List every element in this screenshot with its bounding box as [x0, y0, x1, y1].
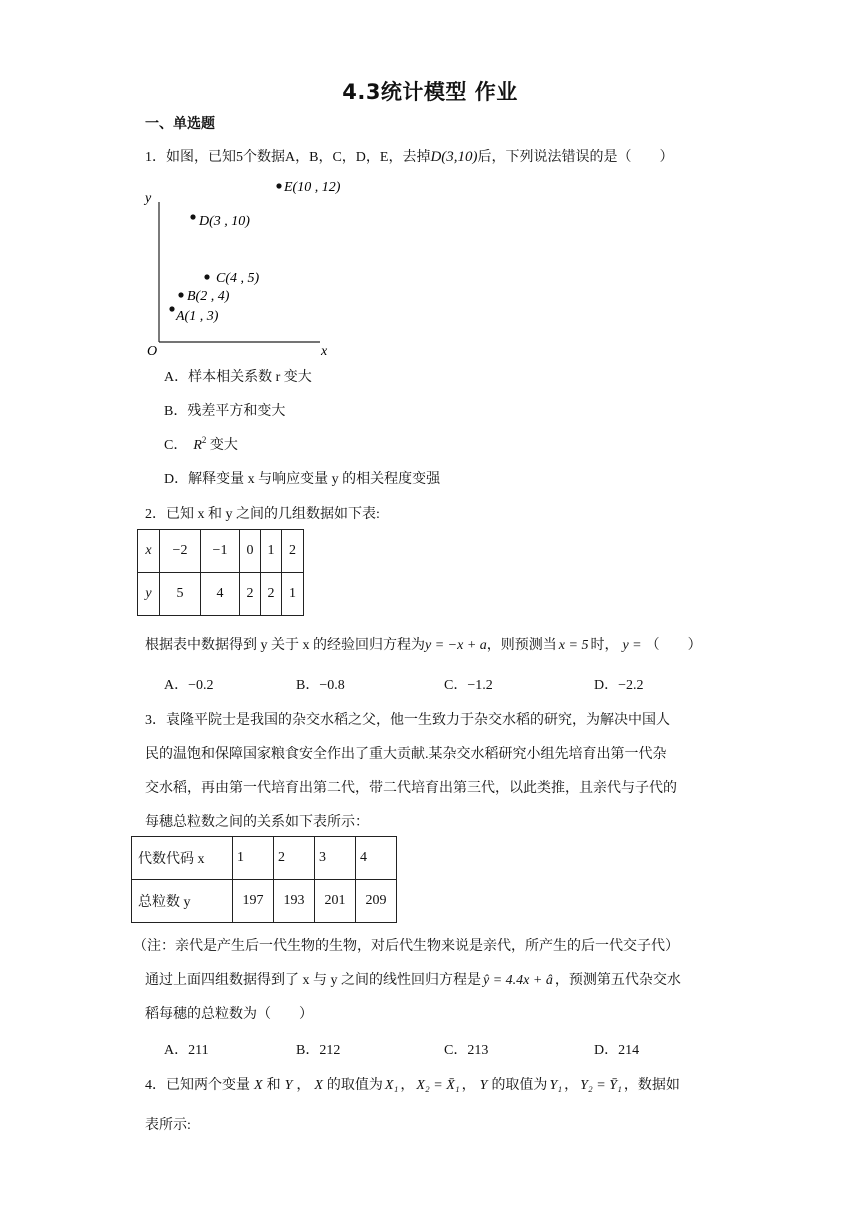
q3-data-table — [131, 836, 397, 923]
point-a — [169, 306, 174, 311]
point-b-label: B(2 , 4) — [187, 289, 230, 304]
page-title: 4.3统计模型 作业 — [342, 80, 518, 104]
point-b — [178, 292, 183, 297]
q2-option-c: C．−1.2 — [444, 678, 493, 693]
q4-line-1: 4．已知两个变量 X 和 Y ， X 的取值为 X₁ ， X₂ = X̄₁ ， Y 的取值为 Y₁ ， Y₂ = Ȳ₁ ，数据如 — [145, 1078, 680, 1093]
q3-line-3: 交水稻，再由第一代培育出第二代，带二代培育出第三代，以此类推，且亲代与子代的 — [145, 781, 677, 796]
q2-option-a: A．−0.2 — [164, 678, 214, 693]
point-c-label: C(4 , 5) — [216, 271, 260, 286]
y-axis-label: y — [145, 191, 152, 206]
point-e — [276, 183, 281, 188]
q1-stem: 1．如图，已知5个数据A，B，C，D，E，去掉D(3,10)后，下列说法错误的是（ ） — [145, 149, 674, 165]
origin-label: O — [147, 344, 158, 359]
q3-option-a: A．211 — [164, 1043, 209, 1058]
point-d-label: D(3 , 10) — [199, 214, 250, 229]
q2-regression-line: 根据表中数据得到 y 关于 x 的经验回归方程为y = −x + a，则预测当 x = 5 时， y = （ ） — [145, 638, 702, 653]
point-a-label: A(1 , 3) — [176, 309, 219, 324]
x-axis-label: x — [321, 344, 328, 359]
q1-scatter-figure — [140, 172, 340, 362]
q1-option-b: B．残差平方和变大 — [164, 404, 286, 419]
q3-option-c: C．213 — [444, 1043, 489, 1058]
q3-regression-line: 通过上面四组数据得到了 x 与 y 之间的线性回归方程是 ŷ = 4.4x + â ，预测第五代杂交水 — [145, 973, 681, 988]
q2-row-x: x −2 −1 0 1 2 — [138, 530, 304, 573]
point-d — [190, 214, 195, 219]
q4-line-2: 表所示: — [145, 1118, 191, 1133]
q1-option-d: D．解释变量 x 与响应变量 y 的相关程度变强 — [164, 472, 441, 487]
section-heading: 一、单选题 — [145, 116, 215, 132]
q3-note: （注：亲代是产生后一代生物的生物，对后代生物来说是亲代，所产生的后一代交子代） — [133, 939, 679, 954]
q3-line-4: 每穗总粒数之间的关系如下表所示： — [145, 815, 369, 830]
point-c — [204, 274, 209, 279]
q1-option-a: A．样本相关系数 r 变大 — [164, 370, 312, 385]
q2-option-d: D．−2.2 — [594, 678, 644, 693]
point-e-label: E(10 , 12) — [284, 180, 340, 195]
q2-data-table — [137, 529, 304, 616]
q3-row-grains: 总粒数 y 197 193 201 209 — [132, 880, 397, 923]
q2-row-y: y 5 4 2 2 1 — [138, 573, 304, 616]
q3-option-b: B．212 — [296, 1043, 341, 1058]
q1-option-c: C． $R^2$ 变大 — [164, 435, 238, 453]
q3-line-2: 民的温饱和保障国家粮食安全作出了重大贡献.某杂交水稻研究小组先培育出第一代杂 — [145, 747, 667, 762]
q3-option-d: D．214 — [594, 1043, 640, 1058]
q3-row-generation: 代数代码 x 1 2 3 4 — [132, 837, 397, 880]
q2-stem: 2．已知 x 和 y 之间的几组数据如下表: — [145, 507, 380, 522]
q3-question-end: 稻每穗的总粒数为（ ） — [145, 1007, 313, 1022]
q2-option-b: B．−0.8 — [296, 678, 345, 693]
q3-line-1: 3．袁隆平院士是我国的杂交水稻之父，他一生致力于杂交水稻的研究，为解决中国人 — [145, 713, 670, 728]
